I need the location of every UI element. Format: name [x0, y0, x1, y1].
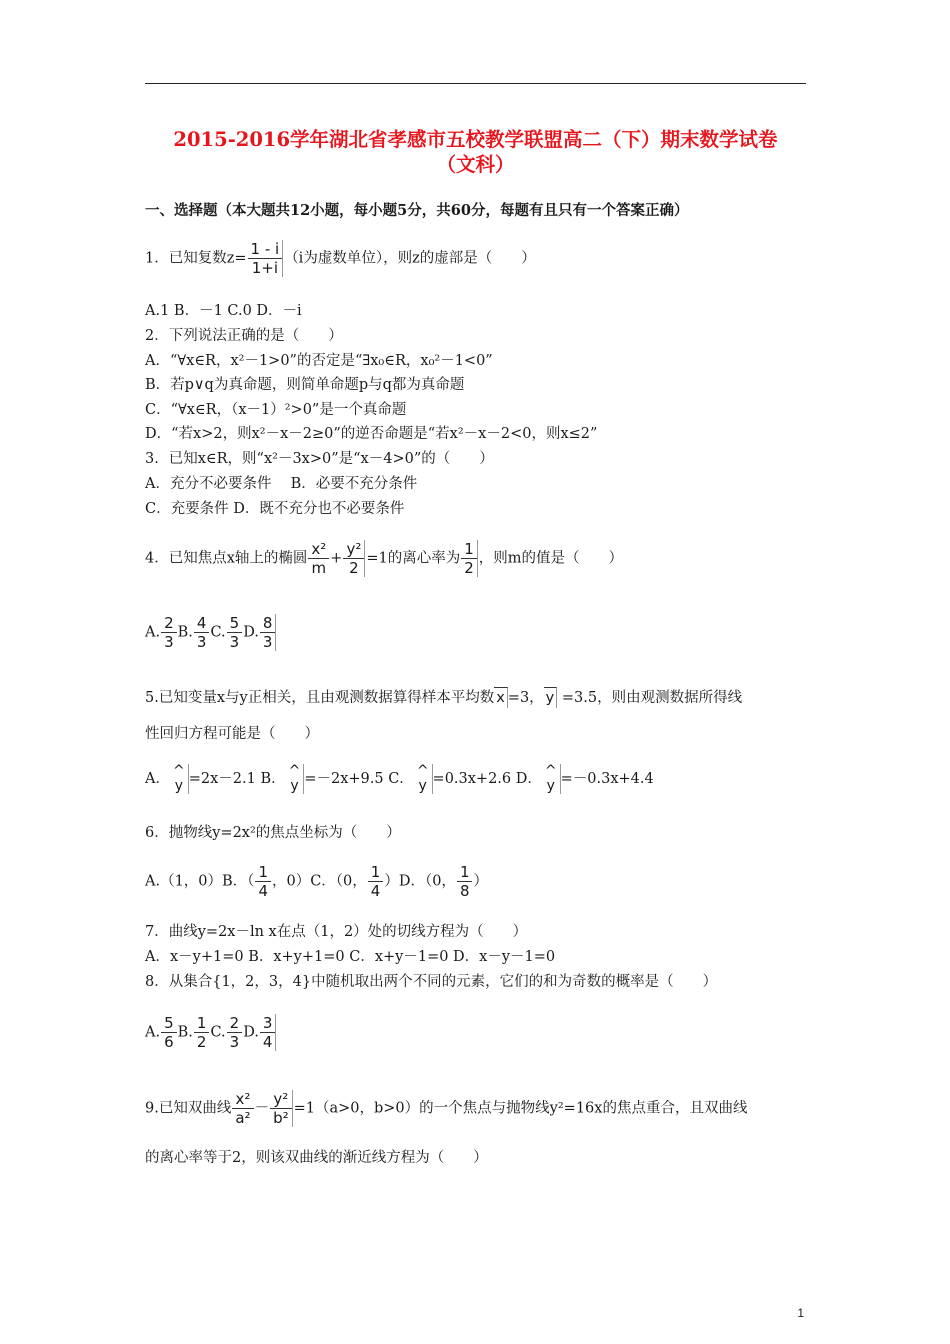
- fraction: $\frac{5}{3}$: [227, 614, 243, 651]
- question-7: 7．曲线y=2x－ln x在点（1，2）处的切线方程为（ ）: [145, 924, 528, 940]
- question-2-option-d: D．“若x>2，则x²－x－2≥0”的逆否命题是“若x²－x－2<0，则x≤2”: [145, 426, 598, 442]
- y-hat: ^ y: [414, 764, 433, 794]
- question-6-options: A.（1，0）B．（ $\frac{1}{4}$ ，0）C．（0， $\frac{1}{4}$ ）D．（0， $\frac{1}{8}$ ）: [145, 863, 488, 900]
- fraction: $\frac{1}{4}$: [368, 863, 384, 900]
- page-subtitle: （文科）: [436, 153, 515, 176]
- question-4-options: A. $\frac{2}{3}$ B. $\frac{4}{3}$ C. $\frac{5}{3}$ D. $\frac{8}{3}$: [145, 614, 277, 651]
- fraction: $\frac{1 - i}{1+i}$: [248, 240, 284, 277]
- fraction: $\frac{2}{3}$: [161, 614, 177, 651]
- fraction: $\frac{1}{2}$: [461, 540, 478, 577]
- question-1-options: A.1 B．－1 C.0 D．－i: [145, 303, 302, 319]
- y-hat: ^ y: [542, 764, 561, 794]
- question-8: 8．从集合{1，2，3，4}中随机取出两个不同的元素，它们的和为奇数的概率是（ ）: [145, 974, 718, 990]
- fraction: $\frac{8}{3}$: [260, 614, 277, 651]
- question-1: 1．已知复数z= $\frac{1 - i}{1+i}$ （i为虚数单位），则z的虚部是（ ）: [145, 240, 536, 277]
- question-3-options-ab: A．充分不必要条件 B．必要不充分条件: [145, 476, 418, 492]
- fraction: $\frac{1}{4}$: [255, 863, 271, 900]
- fraction: $\frac{4}{3}$: [194, 614, 210, 651]
- question-2: 2．下列说法正确的是（ ）: [145, 328, 343, 344]
- question-3-options-cd: C．充要条件 D．既不充分也不必要条件: [145, 501, 405, 517]
- question-2-option-a: A．“∀x∈R，x²－1>0”的否定是“∃x₀∈R，x₀²－1<0”: [145, 353, 493, 369]
- question-9: 9.已知双曲线 $\frac{\text{x²}}{\text{a²}}$ － $\frac{\text{y²}}{\text{b²}}$ =1（a>0，b>0）的一个焦点与抛物线y²=16x的焦点重合，且双曲线: [145, 1090, 748, 1127]
- question-9-cont: 的离心率等于2，则该双曲线的渐近线方程为（ ）: [145, 1150, 488, 1166]
- fraction: $\frac{\text{x²}}{m}$: [308, 540, 329, 577]
- question-4: 4．已知焦点x轴上的椭圆 $\frac{\text{x²}}{m}$ + $\frac{\text{y²}}{2}$ =1的离心率为 $\frac{1}{2}$ ，则m的值是（ ）: [145, 540, 624, 577]
- fraction: $\frac{1}{2}$: [194, 1014, 210, 1051]
- x-bar: x: [494, 687, 508, 708]
- fraction: $\frac{3}{4}$: [260, 1014, 277, 1051]
- question-8-options: A. $\frac{5}{6}$ B. $\frac{1}{2}$ C. $\frac{2}{3}$ D. $\frac{3}{4}$: [145, 1014, 277, 1051]
- y-hat: ^ y: [170, 764, 189, 794]
- fraction: $\frac{2}{3}$: [227, 1014, 243, 1051]
- fraction: $\frac{\text{y²}}{2}$: [343, 540, 365, 577]
- page-number: 1: [797, 1306, 804, 1320]
- question-7-options: A．x－y+1=0 B．x+y+1=0 C．x+y－1=0 D．x－y－1=0: [145, 949, 556, 965]
- question-5-options: A． ^ y =2x－2.1 B． ^ y =－2x+9.5 C． ^ y =0.3x+2.6 D． ^ y =－0.3x+4.4: [145, 763, 654, 794]
- question-6: 6．抛物线y=2x²的焦点坐标为（ ）: [145, 825, 401, 841]
- question-2-option-c: C．“∀x∈R，（x－1）²>0”是一个真命题: [145, 402, 407, 418]
- section-heading: 一、选择题（本大题共12小题，每小题5分，共60分，每题有且只有一个答案正确）: [145, 202, 689, 219]
- page-title: 2015-2016学年湖北省孝感市五校教学联盟高二（下）期末数学试卷: [173, 128, 778, 151]
- fraction: $\frac{1}{8}$: [457, 863, 473, 900]
- header-rule: [145, 83, 806, 84]
- y-bar: y: [544, 687, 558, 708]
- y-hat: ^ y: [286, 764, 305, 794]
- fraction: $\frac{\text{y²}}{\text{b²}}$: [270, 1090, 293, 1127]
- question-3: 3．已知x∈R，则“x²－3x>0”是“x－4>0”的（ ）: [145, 451, 494, 467]
- question-5-cont: 性回归方程可能是（ ）: [145, 726, 319, 742]
- question-5: 5.已知变量x与y正相关，且由观测数据算得样本平均数 x =3， y =3.5，则由观测数据所得线: [145, 687, 742, 708]
- question-2-option-b: B．若p∨q为真命题，则简单命题p与q都为真命题: [145, 377, 465, 393]
- fraction: $\frac{\text{x²}}{\text{a²}}$: [232, 1090, 253, 1127]
- fraction: $\frac{5}{6}$: [161, 1014, 177, 1051]
